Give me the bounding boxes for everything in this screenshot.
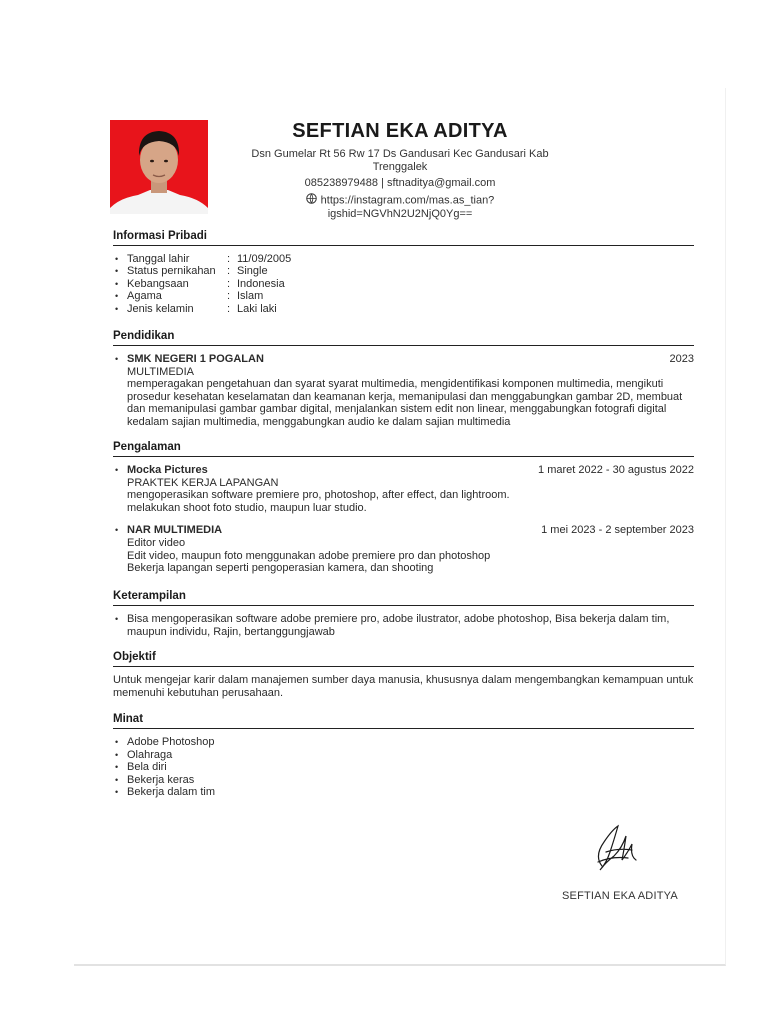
list-item: • Kebangsaan : Indonesia <box>113 278 694 290</box>
section-title: Pengalaman <box>113 441 694 457</box>
interest-item: • Bekerja dalam tim <box>113 786 694 799</box>
objective-text: Untuk mengejar karir dalam manajemen sumber daya manusia, khususnya dalam mengembangkan kemampuan untuk memenuhi kebutuhan perusahaan. <box>113 674 694 699</box>
job-detail: mengoperasikan software premiere pro, photoshop, after effect, dan lightroom. <box>127 489 510 502</box>
interest-item: • Bela diri <box>113 761 694 774</box>
address-line-1: Dsn Gumelar Rt 56 Rw 17 Ds Gandusari Kec Gandusari Kab <box>251 148 549 160</box>
job-role: PRAKTEK KERJA LAPANGAN <box>127 476 279 489</box>
skills-text: • Bisa mengoperasikan software adobe premiere pro, adobe ilustrator, adobe photoshop, Bisa bekerja dalam tim, maupun individu, Rajin, bertanggungjawab <box>113 613 694 638</box>
job-detail: Edit video, maupun foto menggunakan adobe premiere pro dan photoshop <box>127 549 491 562</box>
section-education <box>113 330 694 429</box>
experience-entry <box>113 464 694 514</box>
section-title: Pendidikan <box>113 330 694 346</box>
profile-photo <box>110 120 208 214</box>
list-item: • Status pernikahan : Single <box>113 265 694 277</box>
handwritten-signature <box>592 822 640 879</box>
education-description: memperagakan pengetahuan dan syarat syarat multimedia, mengidentifikasi komponen multimedia, mengikuti prosedur kesehatan keselamatan dan keamanan kerja, memanipulasi dan menggabungkan gambar 2D, membuat dan memanipulasi gambar gambar digital, menjalankan sistem edit non linear, menggabungkan fotografi digital kedalam sajian multimedia, menggabungkan audio ke dalam sajian multimedia <box>127 378 683 428</box>
section-personal-info <box>113 230 694 315</box>
resume-header <box>240 120 560 221</box>
address-line-2: Trenggalek <box>372 161 428 173</box>
instagram-url-continued[interactable]: igshid=NGVhN2U2NjQ0Yg== <box>327 208 473 220</box>
experience-entry <box>113 524 694 574</box>
list-item: • Tanggal lahir : 11/09/2005 <box>113 253 694 265</box>
list-item: • Jenis kelamin : Laki laki <box>113 303 694 315</box>
company-name: • NAR MULTIMEDIA <box>127 524 223 537</box>
job-dates: 1 mei 2023 - 2 september 2023 <box>541 524 694 537</box>
job-dates: 1 maret 2022 - 30 agustus 2022 <box>538 464 694 476</box>
signature-name: SEFTIAN EKA ADITYA <box>562 890 678 902</box>
graduation-year: 2023 <box>669 353 694 365</box>
section-title: Minat <box>113 713 694 729</box>
section-skills <box>113 590 694 638</box>
instagram-link-row[interactable] <box>240 193 560 208</box>
section-title: Objektif <box>113 651 694 667</box>
list-item: • Agama : Islam <box>113 290 694 302</box>
interest-item: • Olahraga <box>113 749 694 762</box>
globe-icon <box>306 193 317 208</box>
section-objective <box>113 651 694 699</box>
education-entry <box>113 353 694 429</box>
section-title: Keterampilan <box>113 590 694 606</box>
interest-item: • Adobe Photoshop <box>113 736 694 749</box>
contact-line: 085238979488 | sftnaditya@gmail.com <box>304 177 496 189</box>
candidate-name: SEFTIAN EKA ADITYA <box>292 120 508 142</box>
section-interests <box>113 713 694 799</box>
section-experience <box>113 441 694 575</box>
company-name: • Mocka Pictures <box>127 464 208 476</box>
school-name: • SMK NEGERI 1 POGALAN <box>127 353 264 365</box>
instagram-url[interactable]: https://instagram.com/mas.as_tian? <box>320 194 495 207</box>
section-title: Informasi Pribadi <box>113 230 694 246</box>
interest-item: • Bekerja keras <box>113 774 694 787</box>
job-detail: Bekerja lapangan seperti pengoperasian kamera, dan shooting <box>127 562 434 575</box>
major: MULTIMEDIA <box>127 365 195 378</box>
job-role: Editor video <box>127 536 186 549</box>
job-detail: melakukan shoot foto studio, maupun luar studio. <box>127 501 367 514</box>
